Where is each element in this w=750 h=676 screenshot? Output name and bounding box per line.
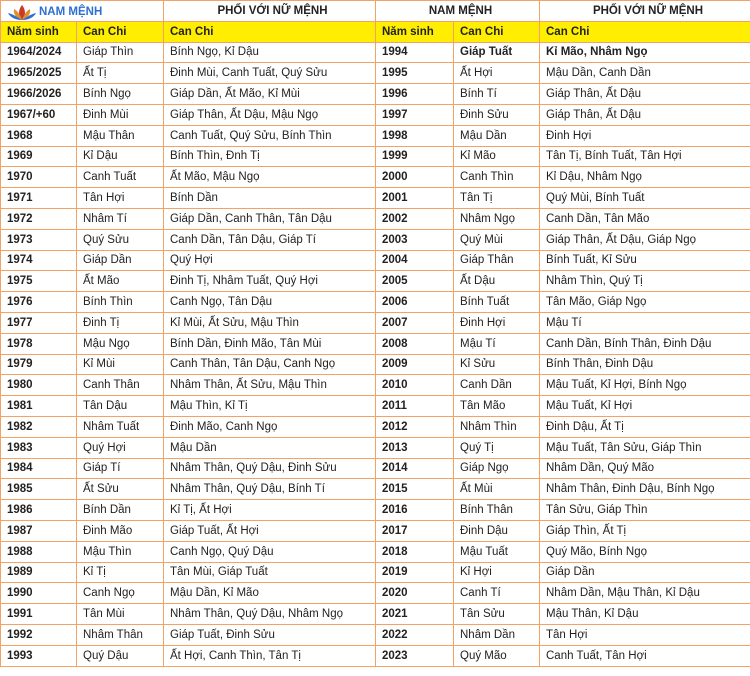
can-chi-left: Canh Tuất [77, 167, 164, 188]
year-right: 2001 [376, 188, 454, 209]
year-right: 1994 [376, 42, 454, 63]
table-row [1, 604, 750, 625]
match-right: Quý Mão, Bính Ngọ [540, 541, 750, 562]
match-right: Canh Dần, Bính Thân, Đinh Dậu [540, 333, 750, 354]
table-row [1, 541, 750, 562]
match-right: Canh Dần, Tân Mão [540, 208, 750, 229]
header-match-left: Can Chi [164, 21, 376, 42]
year-left: 1965/2025 [1, 63, 77, 84]
can-chi-left: Giáp Thìn [77, 42, 164, 63]
match-left: Giáp Dần, Canh Thân, Tân Dậu [164, 208, 376, 229]
can-chi-left: Ất Tị [77, 63, 164, 84]
match-right: Tân Sửu, Giáp Thìn [540, 500, 750, 521]
year-right: 1996 [376, 84, 454, 105]
year-right: 2013 [376, 437, 454, 458]
match-left: Đinh Tị, Nhâm Tuất, Quý Hợi [164, 271, 376, 292]
year-left: 1976 [1, 292, 77, 313]
table-row [1, 229, 750, 250]
match-right: Quý Mùi, Bính Tuất [540, 188, 750, 209]
can-chi-right: Đinh Dậu [454, 520, 540, 541]
table-row [1, 562, 750, 583]
can-chi-right: Đinh Hợi [454, 312, 540, 333]
table-row [1, 583, 750, 604]
year-left: 1967/+60 [1, 104, 77, 125]
match-left: Mậu Dần, Kỉ Mão [164, 583, 376, 604]
can-chi-right: Đinh Sửu [454, 104, 540, 125]
year-left: 1991 [1, 604, 77, 625]
can-chi-left: Nhâm Tuất [77, 416, 164, 437]
year-left: 1966/2026 [1, 84, 77, 105]
year-right: 2019 [376, 562, 454, 583]
year-left: 1972 [1, 208, 77, 229]
year-right: 2006 [376, 292, 454, 313]
can-chi-left: Đinh Mão [77, 520, 164, 541]
can-chi-left: Nhâm Tí [77, 208, 164, 229]
can-chi-left: Giáp Tí [77, 458, 164, 479]
table-row [1, 479, 750, 500]
year-right: 2010 [376, 375, 454, 396]
year-left: 1981 [1, 396, 77, 417]
can-chi-left: Kỉ Tị [77, 562, 164, 583]
can-chi-right: Kỉ Hợi [454, 562, 540, 583]
match-right: Nhâm Dần, Mậu Thân, Kỉ Dậu [540, 583, 750, 604]
can-chi-right: Canh Tí [454, 583, 540, 604]
can-chi-left: Bính Ngọ [77, 84, 164, 105]
year-right: 2012 [376, 416, 454, 437]
year-left: 1987 [1, 520, 77, 541]
can-chi-left: Ất Mão [77, 271, 164, 292]
can-chi-right: Kỉ Sửu [454, 354, 540, 375]
table-row [1, 271, 750, 292]
can-chi-left: Quý Sửu [77, 229, 164, 250]
match-right: Giáp Thân, Ất Dậu, Giáp Ngọ [540, 229, 750, 250]
match-right: Giáp Dần [540, 562, 750, 583]
year-right: 2007 [376, 312, 454, 333]
year-right: 1997 [376, 104, 454, 125]
year-right: 1995 [376, 63, 454, 84]
year-right: 2014 [376, 458, 454, 479]
table-row [1, 84, 750, 105]
match-right: Giáp Thìn, Ất Tị [540, 520, 750, 541]
table-row [1, 416, 750, 437]
header-can-chi-left: Can Chi [77, 21, 164, 42]
can-chi-left: Canh Ngọ [77, 583, 164, 604]
match-left: Tân Mùi, Giáp Tuất [164, 562, 376, 583]
match-right: Mậu Tí [540, 312, 750, 333]
match-right: Nhâm Thân, Đinh Dậu, Bính Ngọ [540, 479, 750, 500]
year-right: 2021 [376, 604, 454, 625]
match-left: Giáp Tuất, Đinh Sửu [164, 624, 376, 645]
can-chi-right: Mậu Tí [454, 333, 540, 354]
year-right: 2020 [376, 583, 454, 604]
year-right: 2008 [376, 333, 454, 354]
year-right: 2015 [376, 479, 454, 500]
match-left: Canh Ngọ, Quý Dậu [164, 541, 376, 562]
can-chi-right: Giáp Thân [454, 250, 540, 271]
header-nam-sinh-right: Năm sinh [376, 21, 454, 42]
year-left: 1992 [1, 624, 77, 645]
match-left: Đinh Mùi, Canh Tuất, Quý Sửu [164, 63, 376, 84]
can-chi-right: Giáp Ngọ [454, 458, 540, 479]
year-left: 1977 [1, 312, 77, 333]
can-chi-right: Kỉ Mão [454, 146, 540, 167]
left-phoi-title: PHỐI VỚI NỮ MỆNH [164, 1, 376, 22]
can-chi-left: Bính Thìn [77, 292, 164, 313]
year-left: 1979 [1, 354, 77, 375]
year-left: 1969 [1, 146, 77, 167]
table-row [1, 63, 750, 84]
match-right: Mậu Tuất, Kỉ Hợi [540, 396, 750, 417]
year-right: 2016 [376, 500, 454, 521]
table-row [1, 250, 750, 271]
table-row [1, 146, 750, 167]
can-chi-left: Canh Thân [77, 375, 164, 396]
match-left: Đinh Mão, Canh Ngọ [164, 416, 376, 437]
can-chi-right: Nhâm Dần [454, 624, 540, 645]
match-left: Quý Hợi [164, 250, 376, 271]
match-right: Canh Tuất, Tân Hợi [540, 645, 750, 666]
table-row [1, 333, 750, 354]
match-left: Giáp Thân, Ất Dậu, Mậu Ngọ [164, 104, 376, 125]
match-right: Đinh Hợi [540, 125, 750, 146]
can-chi-right: Tân Tị [454, 188, 540, 209]
header-row [1, 21, 750, 42]
table-row [1, 104, 750, 125]
table-row [1, 42, 750, 63]
match-left: Mậu Dần [164, 437, 376, 458]
can-chi-right: Giáp Tuất [454, 42, 540, 63]
year-right: 1998 [376, 125, 454, 146]
can-chi-left: Tân Hợi [77, 188, 164, 209]
can-chi-left: Tân Dậu [77, 396, 164, 417]
year-left: 1983 [1, 437, 77, 458]
match-left: Kỉ Tị, Ất Hợi [164, 500, 376, 521]
match-left: Bính Thìn, Đnh Tị [164, 146, 376, 167]
table-row [1, 375, 750, 396]
year-left: 1988 [1, 541, 77, 562]
year-left: 1968 [1, 125, 77, 146]
year-right: 2018 [376, 541, 454, 562]
header-nam-sinh-left: Năm sinh [1, 21, 77, 42]
year-right: 2005 [376, 271, 454, 292]
match-left: Canh Tuất, Quý Sửu, Bính Thìn [164, 125, 376, 146]
year-left: 1990 [1, 583, 77, 604]
year-right: 2022 [376, 624, 454, 645]
match-left: Bính Dần, Đinh Mão, Tân Mùi [164, 333, 376, 354]
left-nam-title-cell [1, 1, 164, 22]
table-row [1, 437, 750, 458]
match-right: Mậu Tuất, Kỉ Hợi, Bính Ngọ [540, 375, 750, 396]
can-chi-right: Mậu Dần [454, 125, 540, 146]
can-chi-right: Bính Thân [454, 500, 540, 521]
can-chi-left: Quý Dậu [77, 645, 164, 666]
match-right: Bính Tuất, Kỉ Sửu [540, 250, 750, 271]
year-right: 2023 [376, 645, 454, 666]
can-chi-right: Nhâm Thìn [454, 416, 540, 437]
year-right: 2009 [376, 354, 454, 375]
table-row [1, 125, 750, 146]
year-left: 1971 [1, 188, 77, 209]
can-chi-left: Kỉ Mùi [77, 354, 164, 375]
can-chi-right: Quý Mùi [454, 229, 540, 250]
header-match-right: Can Chi [540, 21, 750, 42]
table-row [1, 167, 750, 188]
year-left: 1980 [1, 375, 77, 396]
year-right: 2004 [376, 250, 454, 271]
match-right: Kỉ Dậu, Nhâm Ngọ [540, 167, 750, 188]
match-right: Tân Hợi [540, 624, 750, 645]
can-chi-right: Ất Dậu [454, 271, 540, 292]
match-left: Giáp Dần, Ất Mão, Kỉ Mùi [164, 84, 376, 105]
year-left: 1989 [1, 562, 77, 583]
right-nam-title: NAM MỆNH [376, 1, 540, 22]
can-chi-left: Mậu Thìn [77, 541, 164, 562]
match-right: Giáp Thân, Ất Dậu [540, 84, 750, 105]
match-right: Nhâm Thìn, Quý Tị [540, 271, 750, 292]
year-left: 1982 [1, 416, 77, 437]
can-chi-left: Mậu Thân [77, 125, 164, 146]
table-row [1, 520, 750, 541]
can-chi-left: Tân Mùi [77, 604, 164, 625]
year-left: 1978 [1, 333, 77, 354]
match-right: Tân Mão, Giáp Ngọ [540, 292, 750, 313]
year-left: 1970 [1, 167, 77, 188]
year-left: 1973 [1, 229, 77, 250]
match-left: Mậu Thìn, Kỉ Tị [164, 396, 376, 417]
year-right: 2002 [376, 208, 454, 229]
year-right: 1999 [376, 146, 454, 167]
table-row [1, 458, 750, 479]
match-left: Canh Thân, Tân Dậu, Canh Ngọ [164, 354, 376, 375]
right-phoi-title: PHỐI VỚI NỮ MỆNH [540, 1, 750, 22]
year-right: 2003 [376, 229, 454, 250]
can-chi-right: Canh Dần [454, 375, 540, 396]
match-left: Nhâm Thân, Quý Dậu, Đinh Sửu [164, 458, 376, 479]
can-chi-right: Bính Tí [454, 84, 540, 105]
can-chi-right: Canh Thìn [454, 167, 540, 188]
can-chi-left: Quý Hợi [77, 437, 164, 458]
can-chi-left: Mậu Ngọ [77, 333, 164, 354]
table-row [1, 624, 750, 645]
year-left: 1993 [1, 645, 77, 666]
match-left: Giáp Tuất, Ất Hợi [164, 520, 376, 541]
year-left: 1986 [1, 500, 77, 521]
table-row [1, 188, 750, 209]
left-nam-title: NAM MỆNH [39, 6, 103, 18]
can-chi-left: Đinh Mùi [77, 104, 164, 125]
can-chi-left: Đinh Tị [77, 312, 164, 333]
match-left: Ất Hợi, Canh Thìn, Tân Tị [164, 645, 376, 666]
can-chi-left: Ất Sửu [77, 479, 164, 500]
match-left: Bính Ngọ, Kỉ Dậu [164, 42, 376, 63]
can-chi-right: Ất Hợi [454, 63, 540, 84]
table-row [1, 208, 750, 229]
can-chi-right: Tân Mão [454, 396, 540, 417]
can-chi-left: Bính Dần [77, 500, 164, 521]
can-chi-right: Tân Sửu [454, 604, 540, 625]
match-right: Giáp Thân, Ất Dậu [540, 104, 750, 125]
match-left: Bính Dần [164, 188, 376, 209]
can-chi-right: Bính Tuất [454, 292, 540, 313]
match-left: Nhâm Thân, Ất Sửu, Mậu Thìn [164, 375, 376, 396]
match-right: Mậu Tuất, Tân Sửu, Giáp Thìn [540, 437, 750, 458]
match-right: Kỉ Mão, Nhâm Ngọ [540, 42, 750, 63]
match-right: Đinh Dậu, Ất Tị [540, 416, 750, 437]
year-left: 1975 [1, 271, 77, 292]
match-right: Nhâm Dần, Quý Mão [540, 458, 750, 479]
can-chi-right: Nhâm Ngọ [454, 208, 540, 229]
year-right: 2011 [376, 396, 454, 417]
match-right: Bính Thân, Đinh Dậu [540, 354, 750, 375]
match-left: Nhâm Thân, Quý Dậu, Bính Tí [164, 479, 376, 500]
year-left: 1984 [1, 458, 77, 479]
can-chi-right: Mậu Tuất [454, 541, 540, 562]
table-row [1, 312, 750, 333]
year-right: 2017 [376, 520, 454, 541]
can-chi-right: Ất Mùi [454, 479, 540, 500]
table-row [1, 354, 750, 375]
header-can-chi-right: Can Chi [454, 21, 540, 42]
year-left: 1974 [1, 250, 77, 271]
match-right: Mậu Dần, Canh Dần [540, 63, 750, 84]
match-left: Canh Dần, Tân Dậu, Giáp Tí [164, 229, 376, 250]
table-row [1, 292, 750, 313]
title-row [1, 1, 750, 22]
year-left: 1964/2024 [1, 42, 77, 63]
can-chi-left: Nhâm Thân [77, 624, 164, 645]
year-left: 1985 [1, 479, 77, 500]
table-row [1, 645, 750, 666]
match-left: Nhâm Thân, Quý Dậu, Nhâm Ngọ [164, 604, 376, 625]
match-left: Ất Mão, Mậu Ngọ [164, 167, 376, 188]
table-row [1, 396, 750, 417]
year-right: 2000 [376, 167, 454, 188]
match-left: Kỉ Mùi, Ất Sửu, Mậu Thìn [164, 312, 376, 333]
can-chi-left: Kỉ Dậu [77, 146, 164, 167]
match-right: Tân Tị, Bính Tuất, Tân Hợi [540, 146, 750, 167]
can-chi-left: Giáp Dần [77, 250, 164, 271]
can-chi-right: Quý Tị [454, 437, 540, 458]
match-left: Canh Ngọ, Tân Dậu [164, 292, 376, 313]
match-right: Mậu Thân, Kỉ Dậu [540, 604, 750, 625]
table-row [1, 500, 750, 521]
can-chi-right: Quý Mão [454, 645, 540, 666]
